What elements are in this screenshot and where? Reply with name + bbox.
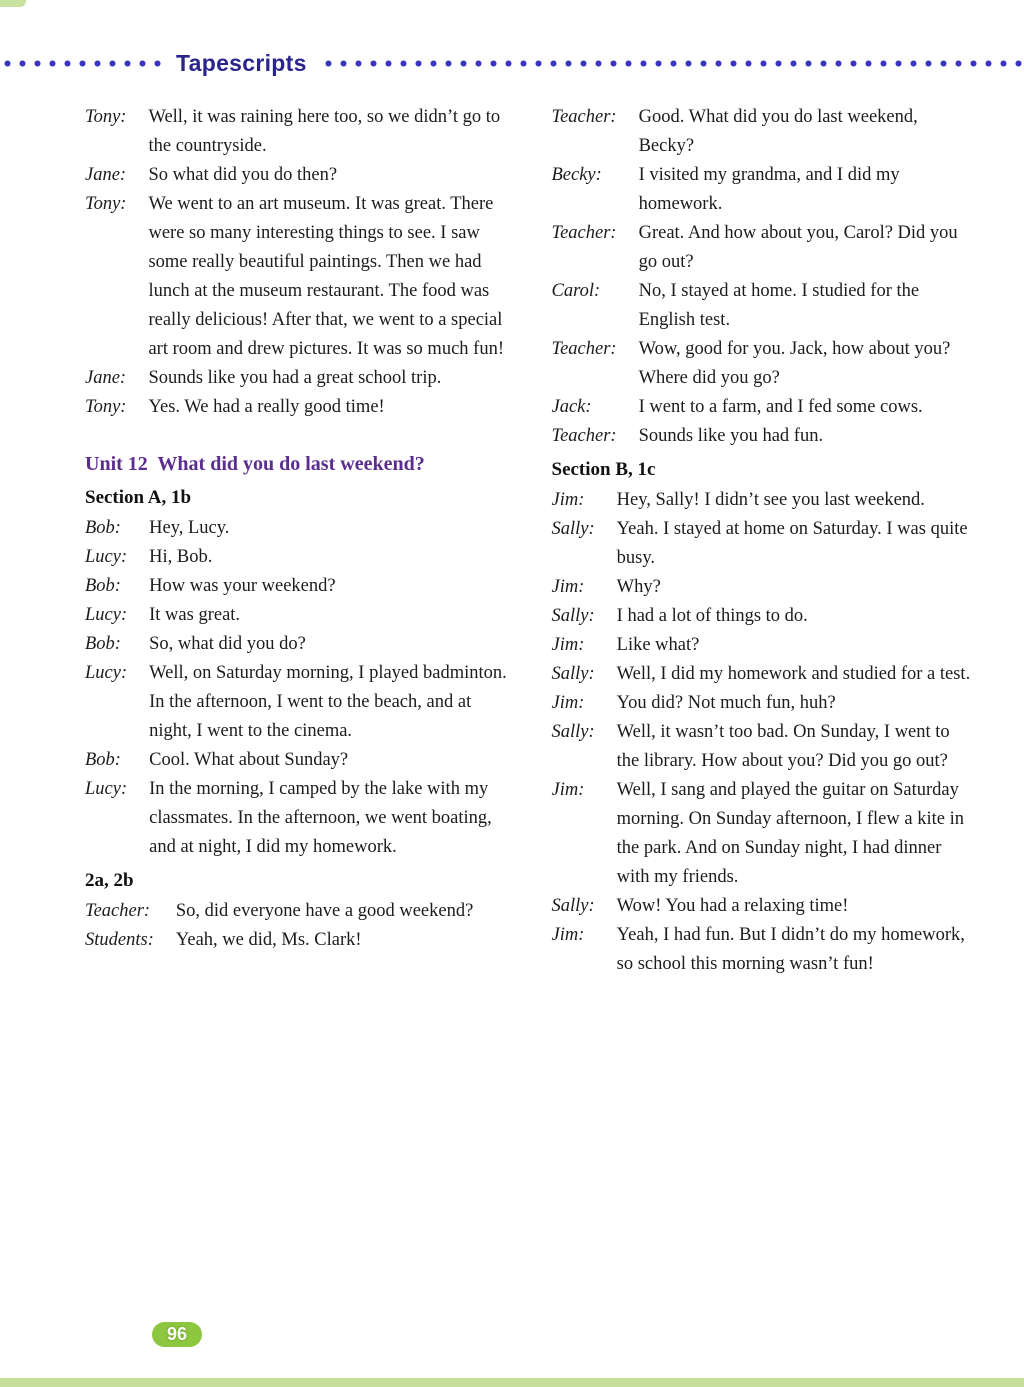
- speaker-label: Jack:: [551, 397, 592, 417]
- section-heading: Section A, 1b: [85, 487, 192, 508]
- speaker-label: Teacher:: [551, 426, 617, 446]
- dialogue-text: Sounds like you had a great school trip.: [148, 368, 442, 388]
- dialogue-text: Well, it was raining here too, so we didn’t go to the countryside.: [148, 107, 501, 156]
- dialogue-text: Well, on Saturday morning, I played badminton. In the afternoon, I went to the beach, and at night, I went to the cinema.: [149, 663, 507, 741]
- speaker-label: Teacher:: [551, 107, 617, 127]
- dialogue-text: How was your weekend?: [149, 576, 336, 596]
- speaker-label: Bob:: [85, 576, 121, 596]
- dialogue-block: [85, 514, 510, 862]
- dialogue-text: Wow, good for you. Jack, how about you? Where did you go?: [638, 339, 951, 388]
- unit-heading: Unit 12 What did you do last weekend?: [85, 453, 425, 475]
- speaker-label: Students:: [85, 930, 154, 950]
- dialogue-text: We went to an art museum. It was great. There were so many interesting things to see. I saw some really beautiful paintings. Then we had lunch at the museum restaurant. The food was really delicious! After that, we went to a special art room and drew pictures. It was so much fun!: [148, 194, 504, 359]
- dialogue-block: [85, 103, 510, 422]
- speaker-label: Jim:: [551, 577, 585, 597]
- dialogue-text: Why?: [616, 577, 661, 597]
- speaker-label: Tony:: [85, 397, 127, 417]
- dialogue-text: I visited my grandma, and I did my homework.: [638, 165, 900, 214]
- dialogue-text: You did? Not much fun, huh?: [616, 693, 836, 713]
- speaker-label: Jim:: [551, 693, 585, 713]
- dialogue-text: So, what did you do?: [149, 634, 306, 654]
- speaker-label: Sally:: [551, 664, 595, 684]
- dialogue-text: Good. What did you do last weekend, Becky?: [638, 107, 918, 156]
- speaker-label: Sally:: [551, 722, 595, 742]
- dialogue-text: Well, I sang and played the guitar on Saturday morning. On Sunday afternoon, I flew a kite in the park. And on Sunday night, I had dinner with my friends.: [616, 780, 964, 887]
- dotted-rule-left-icon: [0, 59, 162, 68]
- dotted-rule-right-icon: [321, 59, 1024, 68]
- dialogue-text: Yeah, I had fun. But I didn’t do my homework, so school this morning wasn’t fun!: [616, 925, 965, 974]
- dialogue-text: Yes. We had a really good time!: [148, 397, 385, 417]
- dialogue-text: Cool. What about Sunday?: [149, 750, 349, 770]
- speaker-label: Tony:: [85, 107, 127, 127]
- dialogue-text: Well, I did my homework and studied for a test.: [616, 664, 971, 684]
- dialogue-text: Like what?: [616, 635, 700, 655]
- speaker-label: Lucy:: [85, 663, 128, 683]
- speaker-label: Jane:: [85, 368, 127, 388]
- dialogue-text: Hey, Sally! I didn’t see you last weekend.: [616, 490, 925, 510]
- speaker-label: Teacher:: [85, 901, 151, 921]
- speaker-label: Sally:: [551, 519, 595, 539]
- speaker-label: Jim:: [551, 490, 585, 510]
- page-title: Tapescripts: [176, 50, 307, 76]
- dialogue-text: So what did you do then?: [148, 165, 338, 185]
- dialogue-text: It was great.: [149, 605, 241, 625]
- page-header: [0, 0, 1024, 77]
- dialogue-text: Hi, Bob.: [149, 547, 213, 567]
- speaker-label: Teacher:: [551, 339, 617, 359]
- dialogue-text: No, I stayed at home. I studied for the English test.: [638, 281, 920, 330]
- speaker-label: Lucy:: [85, 547, 128, 567]
- dialogue-block: [552, 486, 977, 979]
- dialogue-text: So, did everyone have a good weekend?: [175, 901, 474, 921]
- dialogue-text: Great. And how about you, Carol? Did you go out?: [638, 223, 958, 272]
- speaker-label: Lucy:: [85, 779, 128, 799]
- section-heading: Section B, 1c: [551, 459, 656, 480]
- dialogue-text: Wow! You had a relaxing time!: [616, 896, 849, 916]
- speaker-label: Teacher:: [551, 223, 617, 243]
- dialogue-text: Yeah. I stayed at home on Saturday. I was quite busy.: [616, 519, 968, 568]
- speaker-label: Jim:: [551, 635, 585, 655]
- dialogue-text: Yeah, we did, Ms. Clark!: [175, 930, 362, 950]
- speaker-label: Bob:: [85, 518, 121, 538]
- speaker-label: Sally:: [551, 606, 595, 626]
- content-columns: [85, 103, 976, 983]
- speaker-label: Bob:: [85, 634, 121, 654]
- speaker-label: Sally:: [551, 896, 595, 916]
- section-heading: 2a, 2b: [85, 870, 134, 891]
- dialogue-text: I had a lot of things to do.: [616, 606, 808, 626]
- left-column: [85, 103, 510, 983]
- scan-edge-corner: [0, 0, 26, 7]
- speaker-label: Tony:: [85, 194, 127, 214]
- speaker-label: Becky:: [551, 165, 602, 185]
- speaker-label: Jim:: [551, 780, 585, 800]
- page-number-badge: 96: [152, 1322, 202, 1347]
- speaker-label: Bob:: [85, 750, 121, 770]
- dialogue-text: Hey, Lucy.: [149, 518, 230, 538]
- speaker-label: Carol:: [551, 281, 601, 301]
- dialogue-block: [552, 103, 977, 451]
- dialogue-text: In the morning, I camped by the lake with my classmates. In the afternoon, we went boating, and at night, I did my homework.: [149, 779, 492, 857]
- dialogue-text: I went to a farm, and I fed some cows.: [638, 397, 923, 417]
- right-column: [552, 103, 977, 983]
- scan-edge-bottom: [0, 1378, 1024, 1387]
- dialogue-block: [85, 897, 510, 955]
- dialogue-text: Well, it wasn’t too bad. On Sunday, I went to the library. How about you? Did you go out?: [616, 722, 950, 771]
- speaker-label: Lucy:: [85, 605, 128, 625]
- speaker-label: Jim:: [551, 925, 585, 945]
- speaker-label: Jane:: [85, 165, 127, 185]
- dialogue-text: Sounds like you had fun.: [638, 426, 824, 446]
